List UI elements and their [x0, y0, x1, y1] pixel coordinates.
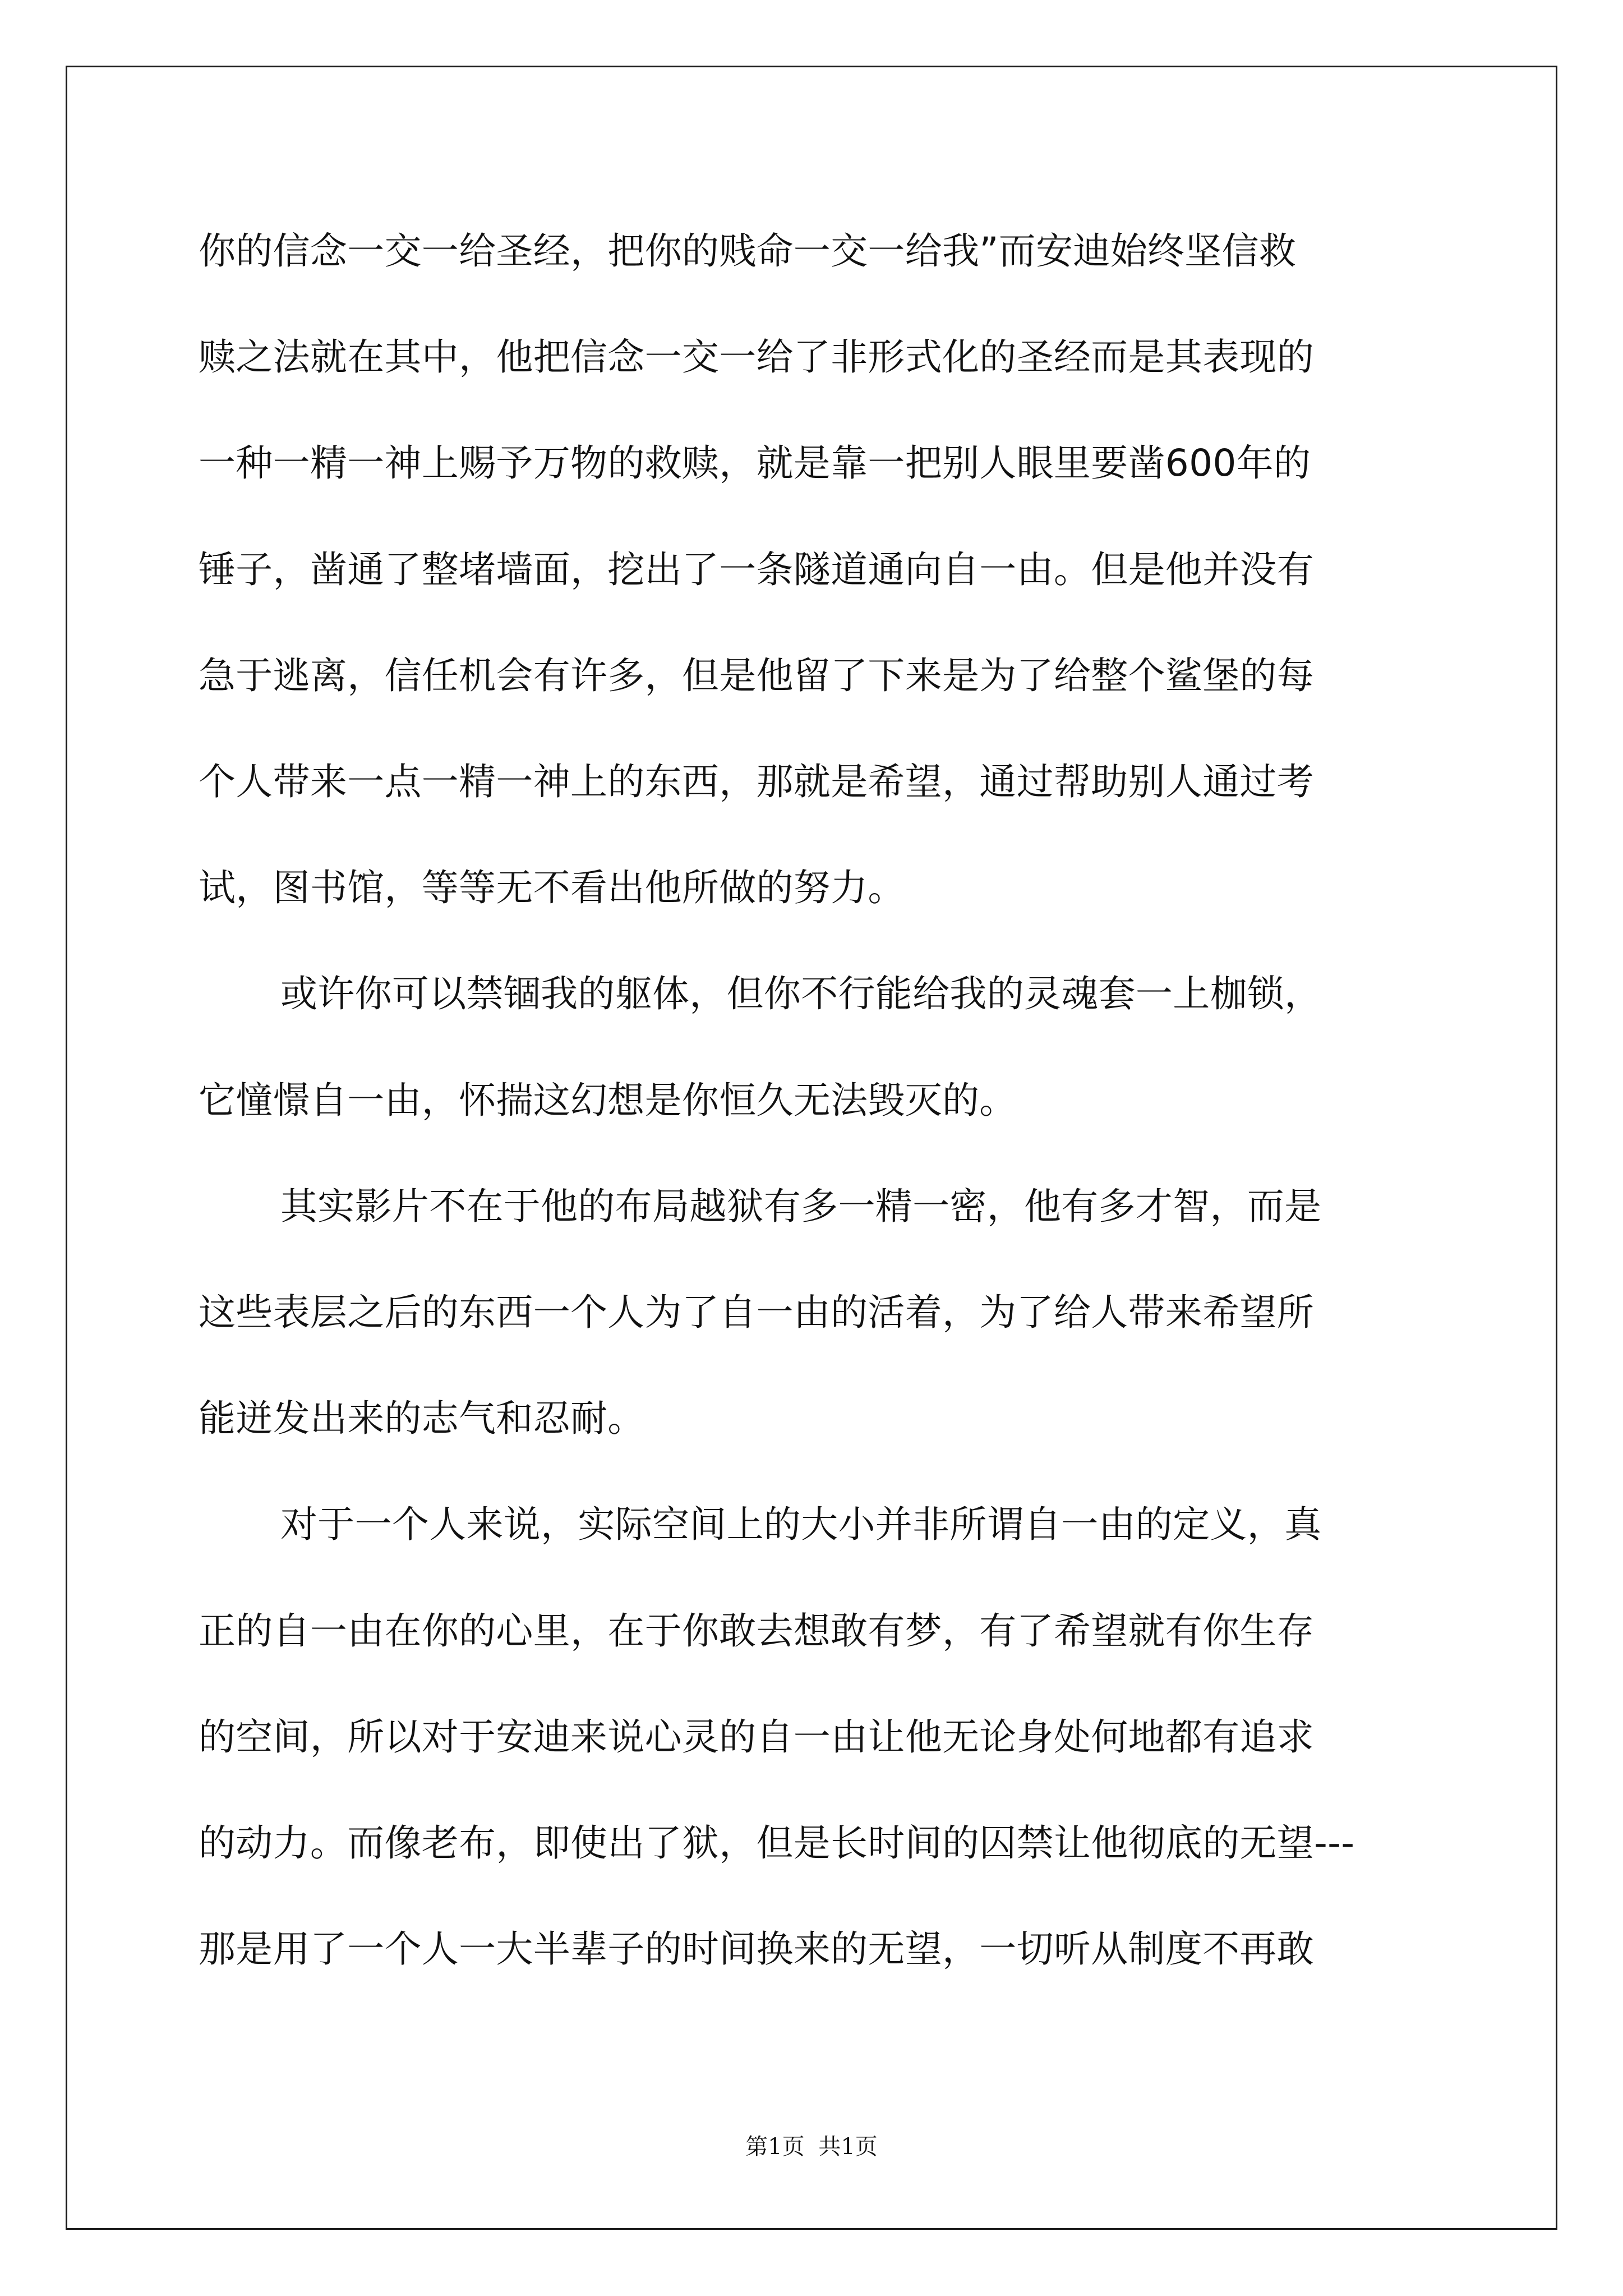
text-line: 锤子，凿通了整堵墙面，挖出了一条隧道通向自一由。但是他并没有: [199, 548, 1314, 591]
page-footer: [0, 2133, 1623, 2161]
text-line: 这些表层之后的东西一个人为了自一由的活着，为了给人带来希望所: [199, 1291, 1314, 1334]
text-line: 你的信念一交一给圣经，把你的贱命一交一给我”而安迪始终坚信救: [199, 229, 1297, 273]
page-total: 共1页: [818, 2134, 878, 2160]
text-line: 急于逃离，信任机会有许多，但是他留了下来是为了给整个鲨堡的每: [199, 654, 1314, 697]
text-line: 其实影片不在于他的布局越狱有多一精一密，他有多才智，而是: [280, 1185, 1322, 1228]
text-line: 正的自一由在你的心里，在于你敢去想敢有梦，有了希望就有你生存: [199, 1609, 1314, 1653]
page-border: [66, 66, 1557, 2230]
text-line: 或许你可以禁锢我的躯体，但你不行能给我的灵魂套一上枷锁，: [280, 972, 1322, 1015]
text-line: 能迸发出来的志气和忍耐。: [199, 1397, 645, 1440]
text-line: 的动力。而像老布，即使出了狱，但是长时间的囚禁让他彻底的无望---: [199, 1821, 1355, 1865]
text-line: 个人带来一点一精一神上的东西，那就是希望，通过帮助别人通过考: [199, 760, 1314, 803]
text-line: 赎之法就在其中，他把信念一交一给了非形式化的圣经而是其表现的: [199, 335, 1314, 379]
text-line: 试，图书馆，等等无不看出他所做的努力。: [199, 866, 905, 909]
text-line: 那是用了一个人一大半辈子的时间换来的无望，一切听从制度不再敢: [199, 1927, 1314, 1971]
page-number: 第1页: [745, 2134, 805, 2160]
text-line: 一种一精一神上赐予万物的救赎，就是靠一把别人眼里要凿600年的: [199, 441, 1311, 485]
text-line: 的空间，所以对于安迪来说心灵的自一由让他无论身处何地都有追求: [199, 1715, 1314, 1759]
text-line: 它憧憬自一由，怀揣这幻想是你恒久无法毁灭的。: [199, 1079, 1017, 1122]
text-line: 对于一个人来说，实际空间上的大小并非所谓自一由的定义，真: [280, 1503, 1322, 1546]
